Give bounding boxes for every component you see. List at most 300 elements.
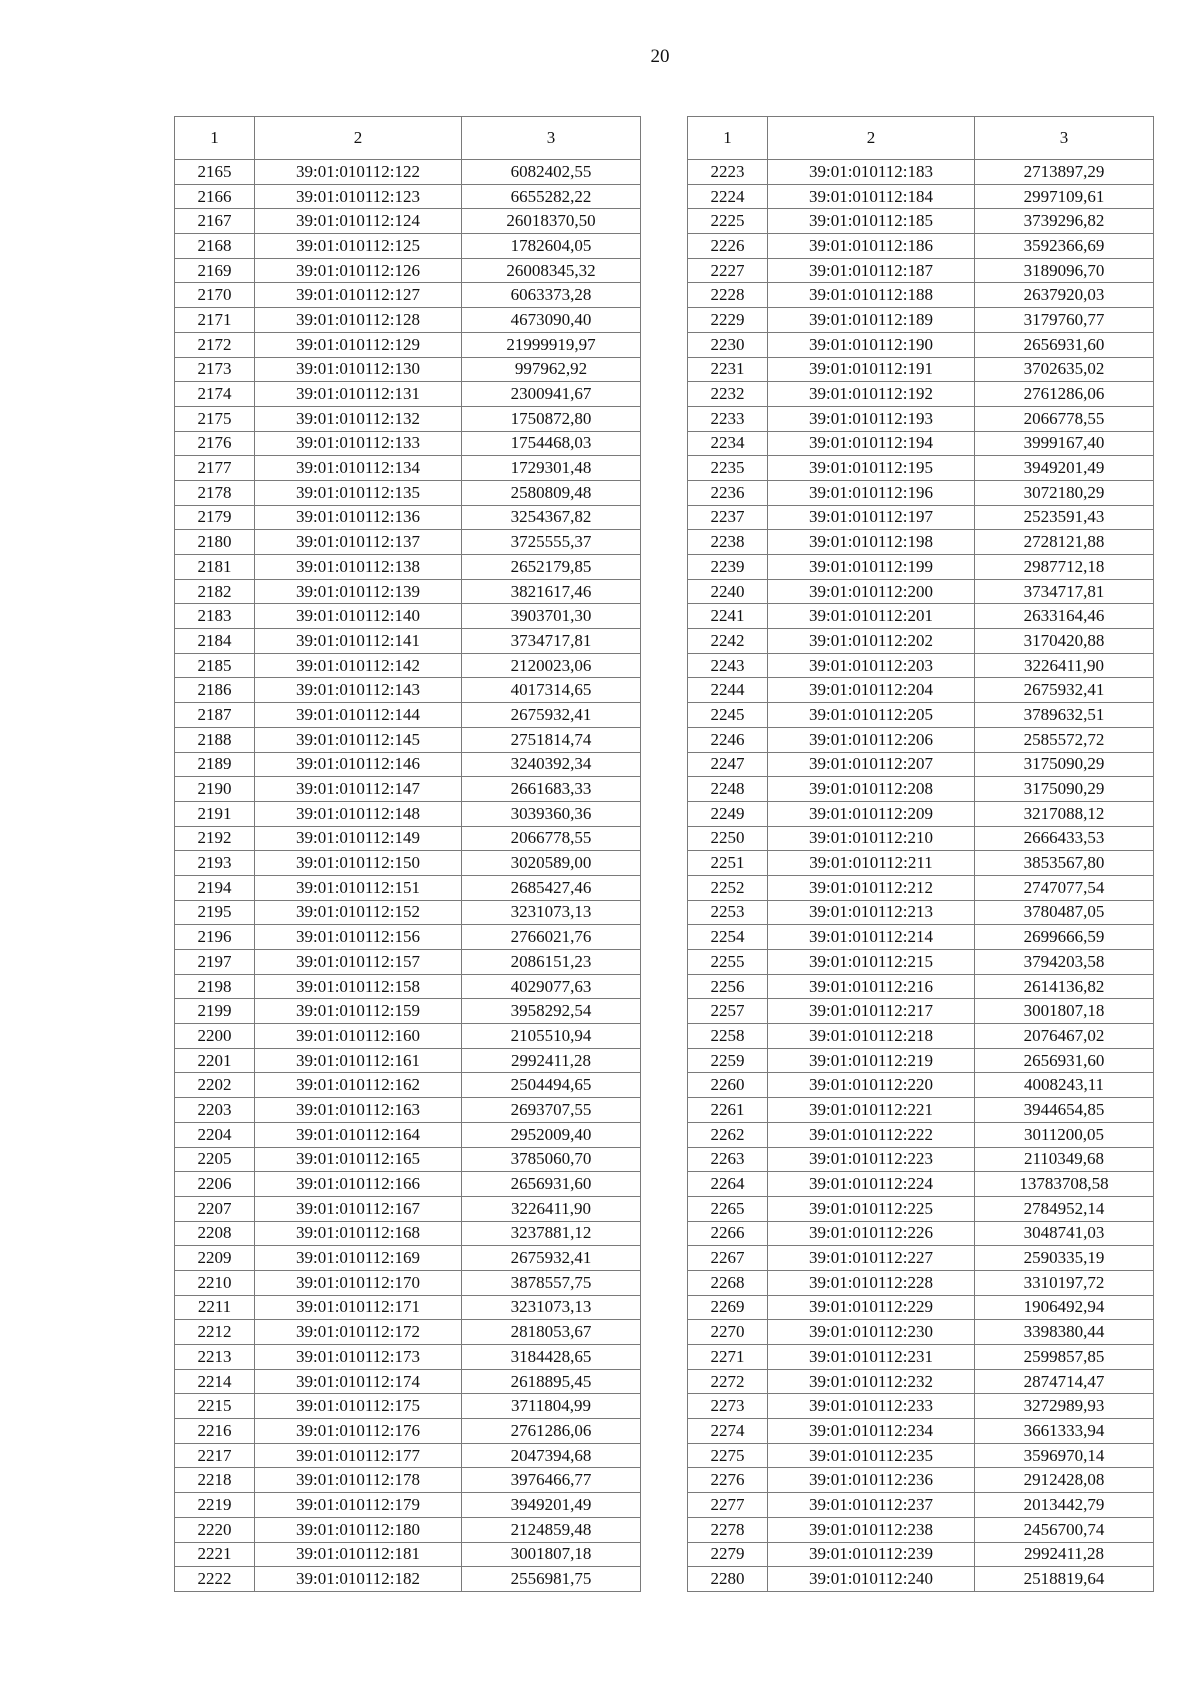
table-row xyxy=(688,1196,1154,1221)
value-cell: 3240392,34 xyxy=(462,752,641,777)
cadastral-number-cell: 39:01:010112:197 xyxy=(768,505,975,530)
table-row xyxy=(175,900,641,925)
table-row xyxy=(688,875,1154,900)
column-header-2: 2 xyxy=(255,117,462,160)
table-row xyxy=(688,1394,1154,1419)
registry-table-right xyxy=(687,116,1154,1592)
table-row xyxy=(688,406,1154,431)
row-number-cell: 2240 xyxy=(688,579,768,604)
value-cell: 2675932,41 xyxy=(975,678,1154,703)
table-row xyxy=(175,826,641,851)
row-number-cell: 2192 xyxy=(175,826,255,851)
table-row xyxy=(175,1419,641,1444)
cadastral-number-cell: 39:01:010112:134 xyxy=(255,456,462,481)
table-row xyxy=(688,653,1154,678)
cadastral-number-cell: 39:01:010112:171 xyxy=(255,1295,462,1320)
row-number-cell: 2247 xyxy=(688,752,768,777)
value-cell: 3175090,29 xyxy=(975,777,1154,802)
value-cell: 3976466,77 xyxy=(462,1468,641,1493)
cadastral-number-cell: 39:01:010112:125 xyxy=(255,234,462,259)
table-row xyxy=(175,530,641,555)
row-number-cell: 2267 xyxy=(688,1246,768,1271)
registry-table-left xyxy=(174,116,641,1592)
value-cell: 3398380,44 xyxy=(975,1320,1154,1345)
value-cell: 2952009,40 xyxy=(462,1122,641,1147)
column-header-1: 1 xyxy=(688,117,768,160)
column-header-1: 1 xyxy=(175,117,255,160)
cadastral-number-cell: 39:01:010112:178 xyxy=(255,1468,462,1493)
value-cell: 26018370,50 xyxy=(462,209,641,234)
cadastral-number-cell: 39:01:010112:183 xyxy=(768,160,975,185)
table-row xyxy=(688,555,1154,580)
table-row xyxy=(175,752,641,777)
cadastral-number-cell: 39:01:010112:157 xyxy=(255,950,462,975)
table-row xyxy=(175,1345,641,1370)
cadastral-number-cell: 39:01:010112:182 xyxy=(255,1567,462,1592)
table-row xyxy=(688,1419,1154,1444)
value-cell: 3184428,65 xyxy=(462,1345,641,1370)
value-cell: 2618895,45 xyxy=(462,1369,641,1394)
cadastral-number-cell: 39:01:010112:208 xyxy=(768,777,975,802)
cadastral-number-cell: 39:01:010112:175 xyxy=(255,1394,462,1419)
value-cell: 3226411,90 xyxy=(462,1196,641,1221)
cadastral-number-cell: 39:01:010112:204 xyxy=(768,678,975,703)
cadastral-number-cell: 39:01:010112:152 xyxy=(255,900,462,925)
value-cell: 3725555,37 xyxy=(462,530,641,555)
table-row xyxy=(688,851,1154,876)
table-row xyxy=(175,974,641,999)
row-number-cell: 2187 xyxy=(175,703,255,728)
value-cell: 2120023,06 xyxy=(462,653,641,678)
table-row xyxy=(688,1172,1154,1197)
table-row xyxy=(688,209,1154,234)
cadastral-number-cell: 39:01:010112:150 xyxy=(255,851,462,876)
row-number-cell: 2273 xyxy=(688,1394,768,1419)
cadastral-number-cell: 39:01:010112:226 xyxy=(768,1221,975,1246)
value-cell: 3175090,29 xyxy=(975,752,1154,777)
table-row xyxy=(175,308,641,333)
value-cell: 2656931,60 xyxy=(462,1172,641,1197)
row-number-cell: 2203 xyxy=(175,1098,255,1123)
cadastral-number-cell: 39:01:010112:180 xyxy=(255,1517,462,1542)
value-cell: 2699666,59 xyxy=(975,925,1154,950)
cadastral-number-cell: 39:01:010112:160 xyxy=(255,1024,462,1049)
value-cell: 2580809,48 xyxy=(462,480,641,505)
cadastral-number-cell: 39:01:010112:143 xyxy=(255,678,462,703)
row-number-cell: 2239 xyxy=(688,555,768,580)
table-row xyxy=(688,1468,1154,1493)
value-cell: 2086151,23 xyxy=(462,950,641,975)
table-row xyxy=(688,505,1154,530)
row-number-cell: 2248 xyxy=(688,777,768,802)
row-number-cell: 2183 xyxy=(175,604,255,629)
cadastral-number-cell: 39:01:010112:191 xyxy=(768,357,975,382)
cadastral-number-cell: 39:01:010112:189 xyxy=(768,308,975,333)
table-row xyxy=(175,1024,641,1049)
cadastral-number-cell: 39:01:010112:221 xyxy=(768,1098,975,1123)
row-number-cell: 2263 xyxy=(688,1147,768,1172)
value-cell: 2685427,46 xyxy=(462,875,641,900)
value-cell: 13783708,58 xyxy=(975,1172,1154,1197)
row-number-cell: 2275 xyxy=(688,1443,768,1468)
row-number-cell: 2174 xyxy=(175,382,255,407)
value-cell: 3189096,70 xyxy=(975,258,1154,283)
row-number-cell: 2246 xyxy=(688,727,768,752)
row-number-cell: 2232 xyxy=(688,382,768,407)
row-number-cell: 2228 xyxy=(688,283,768,308)
value-cell: 2614136,82 xyxy=(975,974,1154,999)
row-number-cell: 2250 xyxy=(688,826,768,851)
row-number-cell: 2235 xyxy=(688,456,768,481)
row-number-cell: 2229 xyxy=(688,308,768,333)
table-row xyxy=(688,1246,1154,1271)
value-cell: 2599857,85 xyxy=(975,1345,1154,1370)
cadastral-number-cell: 39:01:010112:129 xyxy=(255,332,462,357)
table-row xyxy=(175,431,641,456)
cadastral-number-cell: 39:01:010112:210 xyxy=(768,826,975,851)
cadastral-number-cell: 39:01:010112:227 xyxy=(768,1246,975,1271)
value-cell: 3592366,69 xyxy=(975,234,1154,259)
table-row xyxy=(688,826,1154,851)
table-row xyxy=(175,332,641,357)
table-row xyxy=(175,1567,641,1592)
table-row xyxy=(175,629,641,654)
row-number-cell: 2262 xyxy=(688,1122,768,1147)
table-row xyxy=(688,357,1154,382)
row-number-cell: 2255 xyxy=(688,950,768,975)
cadastral-number-cell: 39:01:010112:168 xyxy=(255,1221,462,1246)
row-number-cell: 2221 xyxy=(175,1542,255,1567)
value-cell: 3739296,82 xyxy=(975,209,1154,234)
cadastral-number-cell: 39:01:010112:187 xyxy=(768,258,975,283)
row-number-cell: 2197 xyxy=(175,950,255,975)
value-cell: 2766021,76 xyxy=(462,925,641,950)
cadastral-number-cell: 39:01:010112:192 xyxy=(768,382,975,407)
value-cell: 26008345,32 xyxy=(462,258,641,283)
table-row xyxy=(175,1493,641,1518)
cadastral-number-cell: 39:01:010112:233 xyxy=(768,1394,975,1419)
table-row xyxy=(175,1295,641,1320)
table-row xyxy=(688,999,1154,1024)
row-number-cell: 2175 xyxy=(175,406,255,431)
row-number-cell: 2254 xyxy=(688,925,768,950)
value-cell: 3048741,03 xyxy=(975,1221,1154,1246)
table-row xyxy=(175,234,641,259)
cadastral-number-cell: 39:01:010112:190 xyxy=(768,332,975,357)
table-row xyxy=(688,1098,1154,1123)
value-cell: 3001807,18 xyxy=(975,999,1154,1024)
cadastral-number-cell: 39:01:010112:169 xyxy=(255,1246,462,1271)
row-number-cell: 2216 xyxy=(175,1419,255,1444)
table-row xyxy=(175,184,641,209)
value-cell: 3039360,36 xyxy=(462,801,641,826)
table-row xyxy=(688,530,1154,555)
table-row xyxy=(175,555,641,580)
cadastral-number-cell: 39:01:010112:240 xyxy=(768,1567,975,1592)
cadastral-number-cell: 39:01:010112:231 xyxy=(768,1345,975,1370)
table-row xyxy=(688,801,1154,826)
cadastral-number-cell: 39:01:010112:199 xyxy=(768,555,975,580)
value-cell: 2693707,55 xyxy=(462,1098,641,1123)
table-row xyxy=(175,703,641,728)
row-number-cell: 2219 xyxy=(175,1493,255,1518)
table-row xyxy=(175,1122,641,1147)
value-cell: 3958292,54 xyxy=(462,999,641,1024)
row-number-cell: 2178 xyxy=(175,480,255,505)
row-number-cell: 2218 xyxy=(175,1468,255,1493)
cadastral-number-cell: 39:01:010112:213 xyxy=(768,900,975,925)
cadastral-number-cell: 39:01:010112:126 xyxy=(255,258,462,283)
value-cell: 2912428,08 xyxy=(975,1468,1154,1493)
table-row xyxy=(688,456,1154,481)
table-row xyxy=(688,974,1154,999)
row-number-cell: 2226 xyxy=(688,234,768,259)
cadastral-number-cell: 39:01:010112:140 xyxy=(255,604,462,629)
column-header-3: 3 xyxy=(975,117,1154,160)
value-cell: 3237881,12 xyxy=(462,1221,641,1246)
value-cell: 3794203,58 xyxy=(975,950,1154,975)
table-row xyxy=(175,160,641,185)
row-number-cell: 2208 xyxy=(175,1221,255,1246)
table-row xyxy=(688,1270,1154,1295)
row-number-cell: 2213 xyxy=(175,1345,255,1370)
table-row xyxy=(688,431,1154,456)
table-row xyxy=(688,678,1154,703)
row-number-cell: 2236 xyxy=(688,480,768,505)
cadastral-number-cell: 39:01:010112:198 xyxy=(768,530,975,555)
value-cell: 2110349,68 xyxy=(975,1147,1154,1172)
cadastral-number-cell: 39:01:010112:214 xyxy=(768,925,975,950)
value-cell: 3734717,81 xyxy=(975,579,1154,604)
row-number-cell: 2243 xyxy=(688,653,768,678)
cadastral-number-cell: 39:01:010112:173 xyxy=(255,1345,462,1370)
row-number-cell: 2190 xyxy=(175,777,255,802)
value-cell: 3711804,99 xyxy=(462,1394,641,1419)
value-cell: 3226411,90 xyxy=(975,653,1154,678)
table-row xyxy=(175,1394,641,1419)
cadastral-number-cell: 39:01:010112:174 xyxy=(255,1369,462,1394)
cadastral-number-cell: 39:01:010112:236 xyxy=(768,1468,975,1493)
cadastral-number-cell: 39:01:010112:230 xyxy=(768,1320,975,1345)
cadastral-number-cell: 39:01:010112:193 xyxy=(768,406,975,431)
row-number-cell: 2249 xyxy=(688,801,768,826)
value-cell: 2997109,61 xyxy=(975,184,1154,209)
table-row xyxy=(688,1345,1154,1370)
row-number-cell: 2205 xyxy=(175,1147,255,1172)
table-row xyxy=(175,1468,641,1493)
table-row xyxy=(175,357,641,382)
row-number-cell: 2212 xyxy=(175,1320,255,1345)
value-cell: 2666433,53 xyxy=(975,826,1154,851)
value-cell: 2523591,43 xyxy=(975,505,1154,530)
table-row xyxy=(688,1320,1154,1345)
row-number-cell: 2268 xyxy=(688,1270,768,1295)
cadastral-number-cell: 39:01:010112:196 xyxy=(768,480,975,505)
value-cell: 3903701,30 xyxy=(462,604,641,629)
row-number-cell: 2170 xyxy=(175,283,255,308)
table-row xyxy=(688,480,1154,505)
cadastral-number-cell: 39:01:010112:136 xyxy=(255,505,462,530)
cadastral-number-cell: 39:01:010112:139 xyxy=(255,579,462,604)
value-cell: 3231073,13 xyxy=(462,1295,641,1320)
value-cell: 2874714,47 xyxy=(975,1369,1154,1394)
table-row xyxy=(175,1246,641,1271)
row-number-cell: 2224 xyxy=(688,184,768,209)
row-number-cell: 2206 xyxy=(175,1172,255,1197)
cadastral-number-cell: 39:01:010112:162 xyxy=(255,1073,462,1098)
cadastral-number-cell: 39:01:010112:170 xyxy=(255,1270,462,1295)
row-number-cell: 2173 xyxy=(175,357,255,382)
row-number-cell: 2171 xyxy=(175,308,255,333)
table-row xyxy=(688,382,1154,407)
row-number-cell: 2214 xyxy=(175,1369,255,1394)
row-number-cell: 2169 xyxy=(175,258,255,283)
cadastral-number-cell: 39:01:010112:216 xyxy=(768,974,975,999)
table-row xyxy=(175,1320,641,1345)
cadastral-number-cell: 39:01:010112:195 xyxy=(768,456,975,481)
cadastral-number-cell: 39:01:010112:145 xyxy=(255,727,462,752)
cadastral-number-cell: 39:01:010112:229 xyxy=(768,1295,975,1320)
value-cell: 3949201,49 xyxy=(462,1493,641,1518)
value-cell: 3734717,81 xyxy=(462,629,641,654)
cadastral-number-cell: 39:01:010112:127 xyxy=(255,283,462,308)
table-row xyxy=(688,604,1154,629)
row-number-cell: 2188 xyxy=(175,727,255,752)
table-row xyxy=(688,160,1154,185)
row-number-cell: 2241 xyxy=(688,604,768,629)
cadastral-number-cell: 39:01:010112:202 xyxy=(768,629,975,654)
row-number-cell: 2261 xyxy=(688,1098,768,1123)
value-cell: 2987712,18 xyxy=(975,555,1154,580)
value-cell: 3785060,70 xyxy=(462,1147,641,1172)
value-cell: 997962,92 xyxy=(462,357,641,382)
table-row xyxy=(175,406,641,431)
table-row xyxy=(175,950,641,975)
table-row xyxy=(175,925,641,950)
cadastral-number-cell: 39:01:010112:203 xyxy=(768,653,975,678)
value-cell: 3821617,46 xyxy=(462,579,641,604)
cadastral-number-cell: 39:01:010112:123 xyxy=(255,184,462,209)
row-number-cell: 2270 xyxy=(688,1320,768,1345)
row-number-cell: 2269 xyxy=(688,1295,768,1320)
row-number-cell: 2172 xyxy=(175,332,255,357)
cadastral-number-cell: 39:01:010112:132 xyxy=(255,406,462,431)
row-number-cell: 2176 xyxy=(175,431,255,456)
value-cell: 2076467,02 xyxy=(975,1024,1154,1049)
value-cell: 3780487,05 xyxy=(975,900,1154,925)
cadastral-number-cell: 39:01:010112:185 xyxy=(768,209,975,234)
row-number-cell: 2233 xyxy=(688,406,768,431)
table-row xyxy=(175,604,641,629)
cadastral-number-cell: 39:01:010112:224 xyxy=(768,1172,975,1197)
cadastral-number-cell: 39:01:010112:218 xyxy=(768,1024,975,1049)
cadastral-number-cell: 39:01:010112:148 xyxy=(255,801,462,826)
row-number-cell: 2253 xyxy=(688,900,768,925)
row-number-cell: 2179 xyxy=(175,505,255,530)
value-cell: 2751814,74 xyxy=(462,727,641,752)
row-number-cell: 2193 xyxy=(175,851,255,876)
row-number-cell: 2209 xyxy=(175,1246,255,1271)
row-number-cell: 2222 xyxy=(175,1567,255,1592)
cadastral-number-cell: 39:01:010112:238 xyxy=(768,1517,975,1542)
value-cell: 1729301,48 xyxy=(462,456,641,481)
value-cell: 2675932,41 xyxy=(462,1246,641,1271)
table-row xyxy=(688,234,1154,259)
table-row xyxy=(175,382,641,407)
cadastral-number-cell: 39:01:010112:234 xyxy=(768,1419,975,1444)
cadastral-number-cell: 39:01:010112:223 xyxy=(768,1147,975,1172)
value-cell: 3231073,13 xyxy=(462,900,641,925)
table-row xyxy=(175,283,641,308)
table-row xyxy=(175,1221,641,1246)
value-cell: 3254367,82 xyxy=(462,505,641,530)
cadastral-number-cell: 39:01:010112:225 xyxy=(768,1196,975,1221)
table-body-left xyxy=(175,160,641,1592)
table-row xyxy=(688,1295,1154,1320)
row-number-cell: 2257 xyxy=(688,999,768,1024)
value-cell: 2675932,41 xyxy=(462,703,641,728)
row-number-cell: 2279 xyxy=(688,1542,768,1567)
cadastral-number-cell: 39:01:010112:133 xyxy=(255,431,462,456)
value-cell: 2784952,14 xyxy=(975,1196,1154,1221)
value-cell: 2761286,06 xyxy=(462,1419,641,1444)
table-row xyxy=(688,629,1154,654)
table-row xyxy=(688,1024,1154,1049)
value-cell: 2713897,29 xyxy=(975,160,1154,185)
cadastral-number-cell: 39:01:010112:201 xyxy=(768,604,975,629)
table-row xyxy=(175,1147,641,1172)
value-cell: 2656931,60 xyxy=(975,332,1154,357)
row-number-cell: 2258 xyxy=(688,1024,768,1049)
row-number-cell: 2184 xyxy=(175,629,255,654)
cadastral-number-cell: 39:01:010112:158 xyxy=(255,974,462,999)
table-row xyxy=(688,258,1154,283)
cadastral-number-cell: 39:01:010112:176 xyxy=(255,1419,462,1444)
cadastral-number-cell: 39:01:010112:146 xyxy=(255,752,462,777)
table-row xyxy=(175,579,641,604)
row-number-cell: 2191 xyxy=(175,801,255,826)
cadastral-number-cell: 39:01:010112:219 xyxy=(768,1048,975,1073)
value-cell: 21999919,97 xyxy=(462,332,641,357)
cadastral-number-cell: 39:01:010112:181 xyxy=(255,1542,462,1567)
table-row xyxy=(688,308,1154,333)
row-number-cell: 2180 xyxy=(175,530,255,555)
table-row xyxy=(688,1567,1154,1592)
cadastral-number-cell: 39:01:010112:206 xyxy=(768,727,975,752)
cadastral-number-cell: 39:01:010112:188 xyxy=(768,283,975,308)
row-number-cell: 2264 xyxy=(688,1172,768,1197)
value-cell: 3789632,51 xyxy=(975,703,1154,728)
table-row xyxy=(688,1221,1154,1246)
value-cell: 3020589,00 xyxy=(462,851,641,876)
row-number-cell: 2234 xyxy=(688,431,768,456)
cadastral-number-cell: 39:01:010112:166 xyxy=(255,1172,462,1197)
row-number-cell: 2280 xyxy=(688,1567,768,1592)
value-cell: 3272989,93 xyxy=(975,1394,1154,1419)
value-cell: 3999167,40 xyxy=(975,431,1154,456)
cadastral-number-cell: 39:01:010112:186 xyxy=(768,234,975,259)
row-number-cell: 2230 xyxy=(688,332,768,357)
cadastral-number-cell: 39:01:010112:217 xyxy=(768,999,975,1024)
table-row xyxy=(688,1122,1154,1147)
value-cell: 1750872,80 xyxy=(462,406,641,431)
value-cell: 2124859,48 xyxy=(462,1517,641,1542)
table-header-row xyxy=(688,117,1154,160)
column-header-2: 2 xyxy=(768,117,975,160)
value-cell: 3011200,05 xyxy=(975,1122,1154,1147)
cadastral-number-cell: 39:01:010112:184 xyxy=(768,184,975,209)
row-number-cell: 2211 xyxy=(175,1295,255,1320)
